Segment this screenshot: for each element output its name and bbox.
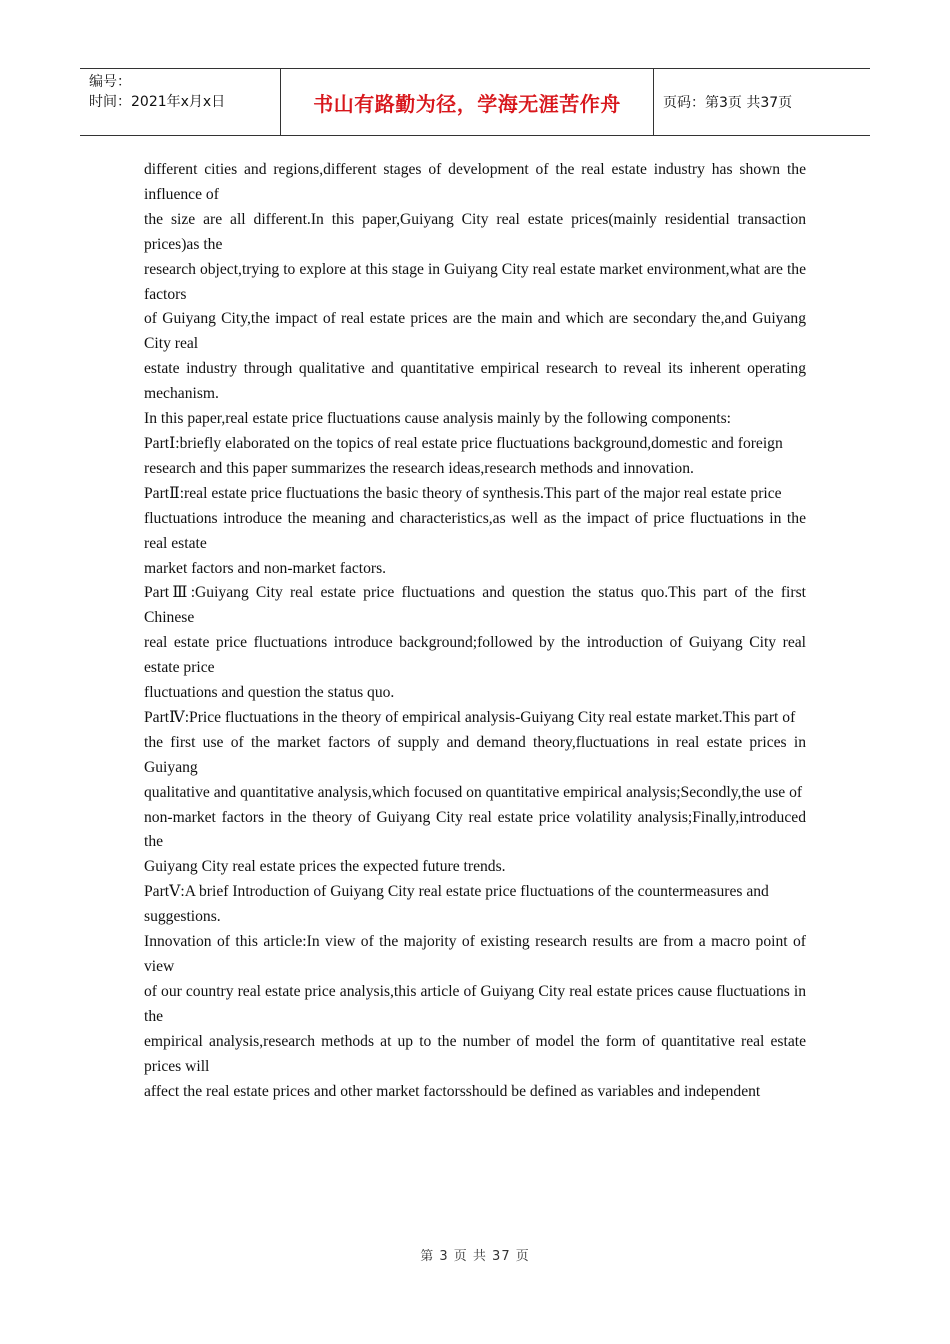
- time-label: 时间：2021年x月x日: [89, 94, 226, 110]
- text-line: PartⅠ:briefly elaborated on the topics of real estate price fluctuations background,domestic and foreign: [144, 434, 783, 452]
- text-line: Guiyang City real estate prices the expected future trends.: [144, 858, 506, 876]
- text-line: research and this paper summarizes the research ideas,research methods and innovation.: [144, 459, 694, 477]
- text-line: estate industry through qualitative and quantitative empirical research to reveal its inherent operating mechanism.: [144, 360, 806, 403]
- text-line: the size are all different.In this paper,Guiyang City real estate prices(mainly residential transaction prices)as the: [144, 210, 806, 253]
- text-line: fluctuations and question the status quo.: [144, 684, 395, 702]
- text-line: In this paper,real estate price fluctuations cause analysis mainly by the following components:: [144, 410, 732, 428]
- header-meta: [80, 69, 281, 135]
- header-motto: 书山有路勤为径，学海无涯苦作舟: [281, 69, 654, 135]
- text-line: fluctuations introduce the meaning and characteristics,as well as the impact of price fluctuations in the real estate: [144, 509, 806, 552]
- text-line: market factors and non-market factors.: [144, 559, 387, 577]
- text-line: empirical analysis,research methods at up to the number of model the form of quantitative real estate prices will: [144, 1032, 806, 1075]
- text-line: PartⅢ:Guiyang City real estate price fluctuations and question the status quo.This part of the first Chinese: [144, 584, 806, 627]
- document-body: [144, 158, 806, 1104]
- text-line: suggestions.: [144, 908, 221, 926]
- text-line: of Guiyang City,the impact of real estate prices are the main and which are secondary the,and Guiyang City real: [144, 310, 806, 353]
- page-header: [80, 68, 870, 136]
- number-label: 编号：: [89, 74, 131, 90]
- page-footer: 第 3 页 共 37 页: [420, 1249, 530, 1264]
- text-line: PartⅣ:Price fluctuations in the theory of empirical analysis-Guiyang City real estate market.This part of: [144, 708, 796, 726]
- text-line: the first use of the market factors of supply and demand theory,fluctuations in real estate prices in Guiyang: [144, 733, 806, 776]
- text-line: research object,trying to explore at this stage in Guiyang City real estate market environment,what are the factors: [144, 260, 806, 303]
- text-line: of our country real estate price analysis,this article of Guiyang City real estate prices cause fluctuations in the: [144, 982, 806, 1025]
- header-page-info: 页码：第3页 共37页: [663, 95, 793, 111]
- text-line: qualitative and quantitative analysis,which focused on quantitative empirical analysis;Secondly,the use of: [144, 783, 803, 801]
- text-line: Innovation of this article:In view of the majority of existing research results are from a macro point of view: [144, 933, 806, 975]
- text-line: real estate price fluctuations introduce background;followed by the introduction of Guiyang City real estate price: [144, 634, 806, 677]
- text-line: PartⅤ:A brief Introduction of Guiyang City real estate price fluctuations of the countermeasures and: [144, 883, 769, 901]
- text-line: affect the real estate prices and other market factorsshould be defined as variables and independent: [144, 1082, 761, 1100]
- text-line: different cities and regions,different stages of development of the real estate industry has shown the influence of: [144, 161, 806, 203]
- text-line: PartⅡ:real estate price fluctuations the basic theory of synthesis.This part of the major real estate price: [144, 484, 782, 502]
- text-line: non-market factors in the theory of Guiyang City real estate price volatility analysis;Finally,introduced the: [144, 808, 806, 851]
